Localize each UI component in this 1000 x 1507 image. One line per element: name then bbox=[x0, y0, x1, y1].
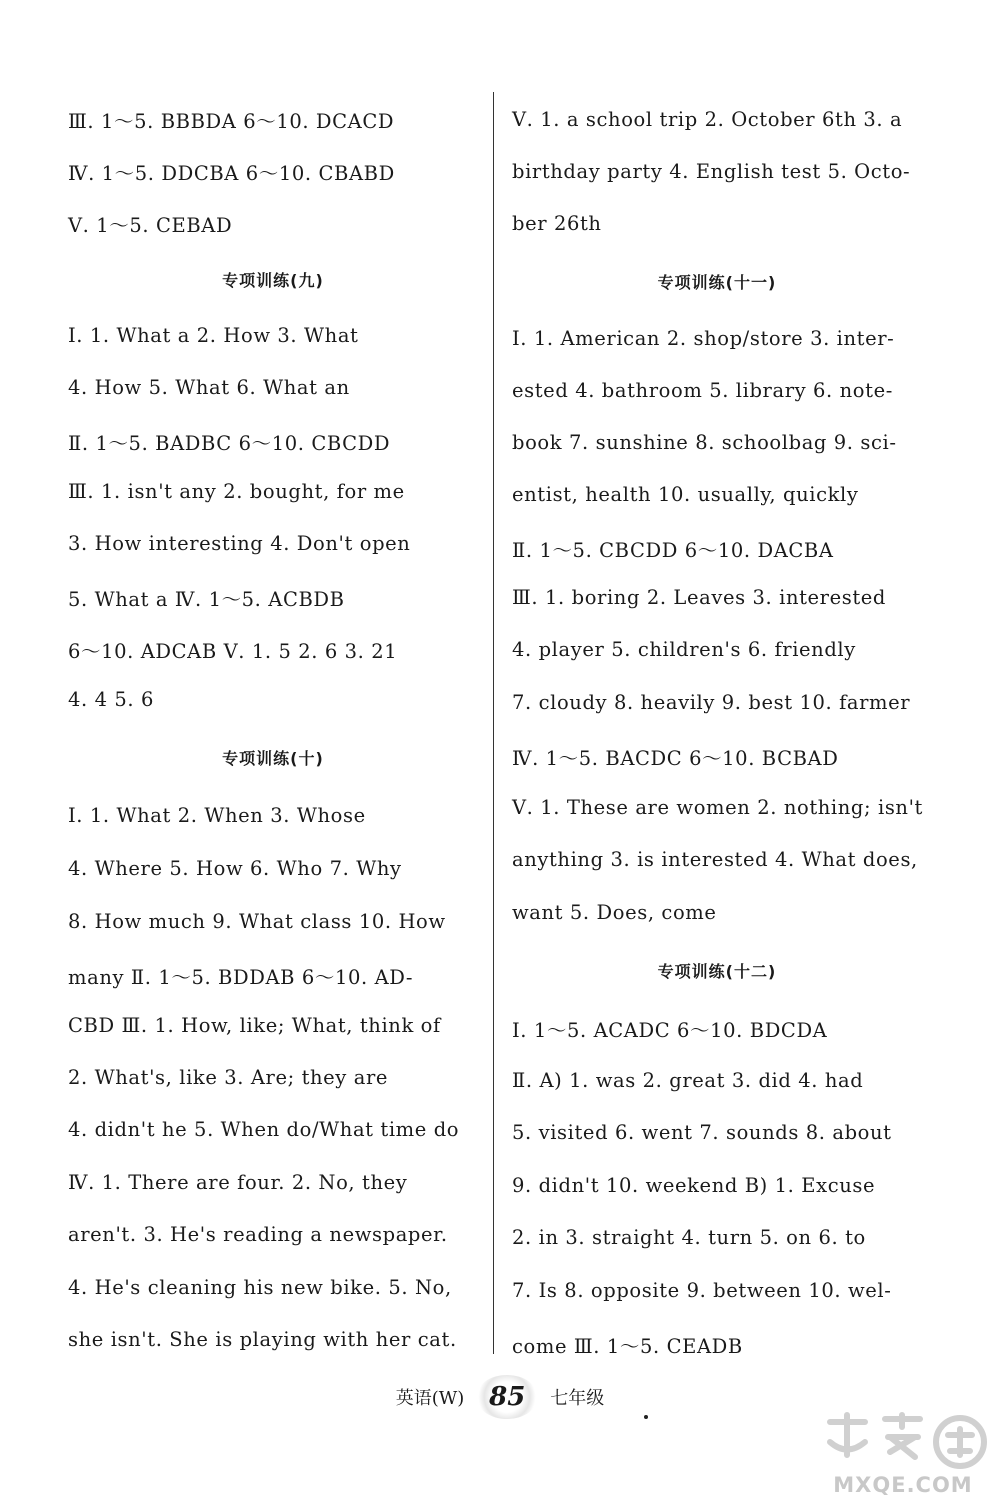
watermark-logo bbox=[810, 1407, 996, 1503]
watermark-text: MXQE.COM bbox=[833, 1473, 973, 1497]
answer-line: Ⅴ. 1. a school trip 2. October 6th 3. a bbox=[512, 108, 903, 131]
answer-line: ested 4. bathroom 5. library 6. note- bbox=[512, 379, 893, 402]
answer-line: 7. cloudy 8. heavily 9. best 10. farmer bbox=[512, 691, 911, 714]
answer-line: Ⅰ. 1. What a 2. How 3. What bbox=[68, 324, 359, 347]
answer-line: 5. What a Ⅳ. 1～5. ACBDB bbox=[68, 588, 345, 611]
answer-line: birthday party 4. English test 5. Octo- bbox=[512, 160, 911, 183]
answer-line: Ⅳ. 1～5. DDCBA 6～10. CBABD bbox=[68, 162, 395, 185]
answer-line: anything 3. is interested 4. What does, bbox=[512, 848, 918, 871]
answer-line: 9. didn't 10. weekend B) 1. Excuse bbox=[512, 1174, 876, 1197]
answer-line: Ⅴ. 1. These are women 2. nothing; isn't bbox=[512, 796, 923, 819]
section-heading: 专项训练(十) bbox=[222, 749, 324, 768]
answer-line: Ⅴ. 1～5. CEBAD bbox=[68, 214, 233, 237]
answer-line: aren't. 3. He's reading a newspaper. bbox=[68, 1223, 448, 1246]
answer-line: entist, health 10. usually, quickly bbox=[512, 483, 859, 506]
answer-line: 4. How 5. What 6. What an bbox=[68, 376, 350, 399]
answer-line: 2. What's, like 3. Are; they are bbox=[68, 1066, 389, 1089]
answer-line: Ⅰ. 1～5. ACADC 6～10. BDCDA bbox=[512, 1019, 828, 1042]
answer-line: Ⅲ. 1. boring 2. Leaves 3. interested bbox=[512, 586, 887, 609]
answer-line: Ⅳ. 1～5. BACDC 6～10. BCBAD bbox=[512, 747, 839, 770]
answer-line: Ⅱ. 1～5. CBCDD 6～10. DACBA bbox=[512, 539, 834, 562]
section-heading: 专项训练(十二) bbox=[657, 962, 777, 981]
answer-line: she isn't. She is playing with her cat. bbox=[68, 1328, 457, 1351]
answer-line: 5. visited 6. went 7. sounds 8. about bbox=[512, 1121, 892, 1144]
section-heading: 专项训练(十一) bbox=[657, 273, 777, 292]
footer-subject: 英语(W) bbox=[395, 1388, 465, 1409]
answer-line: Ⅳ. 1. There are four. 2. No, they bbox=[68, 1171, 408, 1194]
answer-line: 7. Is 8. opposite 9. between 10. wel- bbox=[512, 1279, 892, 1302]
decorative-dot bbox=[644, 1415, 648, 1419]
answer-line: Ⅰ. 1. American 2. shop/store 3. inter- bbox=[512, 327, 895, 350]
answer-line: Ⅲ. 1～5. BBBDA 6～10. DCACD bbox=[68, 110, 395, 133]
answer-line: many Ⅱ. 1～5. BDDAB 6～10. AD- bbox=[68, 966, 414, 989]
answer-line: Ⅱ. A) 1. was 2. great 3. did 4. had bbox=[512, 1069, 864, 1092]
column-divider bbox=[493, 92, 494, 1354]
answer-line: 4. 4 5. 6 bbox=[68, 688, 155, 711]
answer-line: 6～10. ADCAB Ⅴ. 1. 5 2. 6 3. 21 bbox=[68, 640, 398, 663]
answer-line: come Ⅲ. 1～5. CEADB bbox=[512, 1335, 743, 1358]
section-heading: 专项训练(九) bbox=[222, 271, 324, 290]
answer-line: 3. How interesting 4. Don't open bbox=[68, 532, 411, 555]
answer-line: ber 26th bbox=[512, 212, 602, 235]
answer-line: 8. How much 9. What class 10. How bbox=[68, 910, 446, 933]
answer-line: 4. player 5. children's 6. friendly bbox=[512, 638, 856, 661]
answer-line: Ⅲ. 1. isn't any 2. bought, for me bbox=[68, 480, 405, 503]
watermark-emblem-icon bbox=[810, 1407, 996, 1477]
answer-line: Ⅱ. 1～5. BADBC 6～10. CBCDD bbox=[68, 432, 391, 455]
page-number: 85 bbox=[476, 1375, 538, 1419]
answer-line: 4. Where 5. How 6. Who 7. Why bbox=[68, 857, 402, 880]
answer-line: Ⅰ. 1. What 2. When 3. Whose bbox=[68, 804, 366, 827]
answer-line: 4. didn't he 5. When do/What time do bbox=[68, 1118, 460, 1141]
answer-line: CBD Ⅲ. 1. How, like; What, think of bbox=[68, 1014, 441, 1037]
answer-line: 2. in 3. straight 4. turn 5. on 6. to bbox=[512, 1226, 866, 1249]
answer-line: 4. He's cleaning his new bike. 5. No, bbox=[68, 1276, 452, 1299]
answer-line: book 7. sunshine 8. schoolbag 9. sci- bbox=[512, 431, 897, 454]
answer-line: want 5. Does, come bbox=[512, 901, 717, 924]
footer-grade: 七年级 bbox=[550, 1388, 605, 1409]
